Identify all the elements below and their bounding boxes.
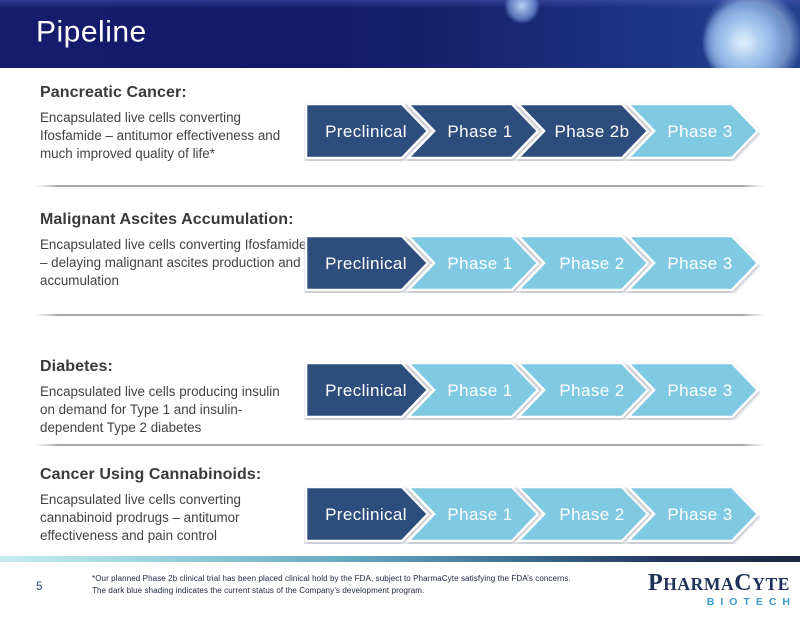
- logo-wordmark: [648, 571, 790, 595]
- section-malignant-ascites: [40, 211, 308, 290]
- phase-row-malignant-ascites: [304, 233, 760, 293]
- section-divider: [36, 444, 764, 446]
- section-diabetes: [40, 358, 296, 437]
- phase-label: Phase 1: [447, 122, 513, 141]
- phase-label: Phase 3: [667, 505, 733, 524]
- phase-label: Phase 2: [559, 381, 625, 400]
- phase-row-pancreatic-cancer: [304, 101, 760, 161]
- phase-label: Phase 1: [447, 505, 513, 524]
- footer-divider-bar: [0, 556, 800, 562]
- section-description: Encapsulated live cells converting Ifosfamide – delaying malignant ascites production and accumulation: [40, 237, 307, 288]
- phase-label: Phase 3: [667, 254, 733, 273]
- phase-label: Phase 2: [559, 254, 625, 273]
- phase-label: Phase 2: [559, 505, 625, 524]
- section-pancreatic-cancer: [40, 84, 296, 163]
- logo-letters: YTE: [752, 574, 790, 594]
- phase-label: Preclinical: [325, 381, 407, 400]
- phase-label: Preclinical: [325, 254, 407, 273]
- phase-label: Phase 1: [447, 254, 513, 273]
- section-heading: Diabetes:: [40, 358, 113, 375]
- logo-letters: HARMA: [663, 574, 735, 594]
- phase-label: Phase 3: [667, 122, 733, 141]
- page-number: 5: [36, 581, 43, 593]
- section-divider: [36, 185, 764, 187]
- section-heading: Cancer Using Cannabinoids:: [40, 466, 262, 483]
- section-heading: Malignant Ascites Accumulation:: [40, 211, 294, 228]
- phase-label: Preclinical: [325, 122, 407, 141]
- phase-label: Phase 1: [447, 381, 513, 400]
- phase-label: Preclinical: [325, 505, 407, 524]
- section-description: Encapsulated live cells converting cannabinoid prodrugs – antitumor effectiveness and pain control: [40, 492, 241, 543]
- phase-row-diabetes: [304, 360, 760, 420]
- page-title: Pipeline: [36, 15, 147, 49]
- footnote: *Our planned Phase 2b clinical trial has been placed clinical hold by the FDA, subject to PharmaCyte satisfying the FDA’s concerns. The dark blue shading indicates the current status of the Company’s development program.: [92, 574, 571, 596]
- logo-letter: C: [734, 570, 753, 596]
- section-description: Encapsulated live cells producing insulin on demand for Type 1 and insulin-dependent Type 2 diabetes: [40, 384, 280, 435]
- section-divider: [36, 314, 764, 316]
- phase-label: Phase 3: [667, 381, 733, 400]
- section-description: Encapsulated live cells converting Ifosfamide – antitumor effectiveness and much improved quality of life*: [40, 110, 281, 161]
- slide-header: [0, 0, 800, 68]
- section-heading: Pancreatic Cancer:: [40, 84, 187, 101]
- logo-letter: P: [647, 570, 664, 596]
- phase-row-cannabinoids: [304, 484, 760, 544]
- phase-label: Phase 2b: [554, 122, 630, 141]
- logo-subtitle: BIOTECH: [706, 596, 796, 608]
- section-cannabinoids: [40, 466, 296, 545]
- company-logo: [647, 570, 796, 608]
